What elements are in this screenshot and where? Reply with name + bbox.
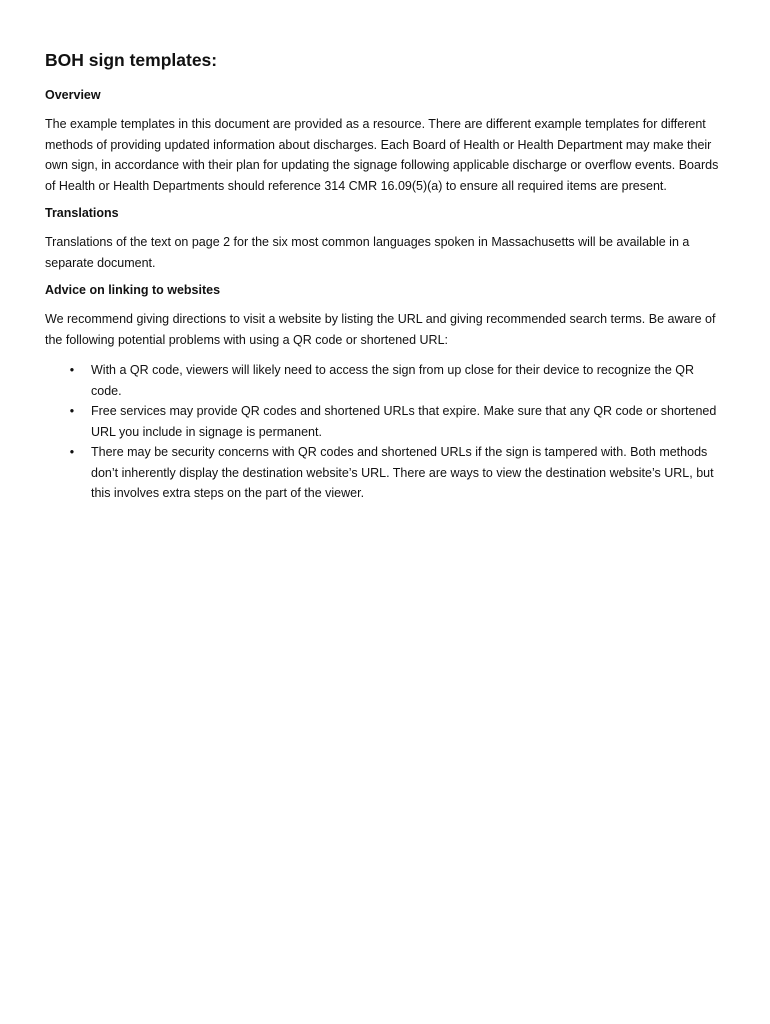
advice-paragraph: We recommend giving directions to visit a website by listing the URL and giving recommended search terms. Be aware of the following potential problems with using a QR code or shortened URL: — [45, 312, 716, 347]
bullet-text: There may be security concerns with QR codes and shortened URLs if the sign is tampered with. Both methods don’t inherently display the destination website’s URL. There are ways to view the destination website’s URL, but this involves extra steps on the part of the viewer. — [91, 445, 714, 500]
advice-heading: Advice on linking to websites — [45, 283, 221, 297]
advice-section — [45, 281, 720, 504]
translations-section — [45, 204, 720, 273]
bullet-text: Free services may provide QR codes and shortened URLs that expire. Make sure that any QR code or shortened URL you include in signage is permanent. — [91, 404, 717, 439]
translations-paragraph: Translations of the text on page 2 for the six most common languages spoken in Massachusetts will be available in a separate document. — [45, 235, 690, 270]
overview-heading: Overview — [45, 88, 101, 102]
overview-section — [45, 86, 720, 196]
bullet-text: With a QR code, viewers will likely need to access the sign from up close for their device to recognize the QR code. — [91, 363, 695, 398]
advice-bullet-list — [45, 360, 720, 504]
bullet-icon: • — [69, 445, 75, 459]
bullet-icon: • — [69, 363, 75, 377]
list-item — [45, 401, 720, 442]
document-title: BOH sign templates: — [45, 50, 218, 70]
overview-paragraph: The example templates in this document are provided as a resource. There are different example templates for different methods of providing updated information about discharges. Each Board of Health or Health Department may make their own sign, in accordance with their plan for updating the signage following applicable discharge or overflow events. Boards of Health or Health Departments should reference 314 CMR 16.09(5)(a) to ensure all required items are present. — [45, 117, 719, 193]
list-item — [45, 442, 720, 504]
list-item — [45, 360, 720, 401]
translations-heading: Translations — [45, 206, 119, 220]
bullet-icon: • — [69, 404, 75, 418]
